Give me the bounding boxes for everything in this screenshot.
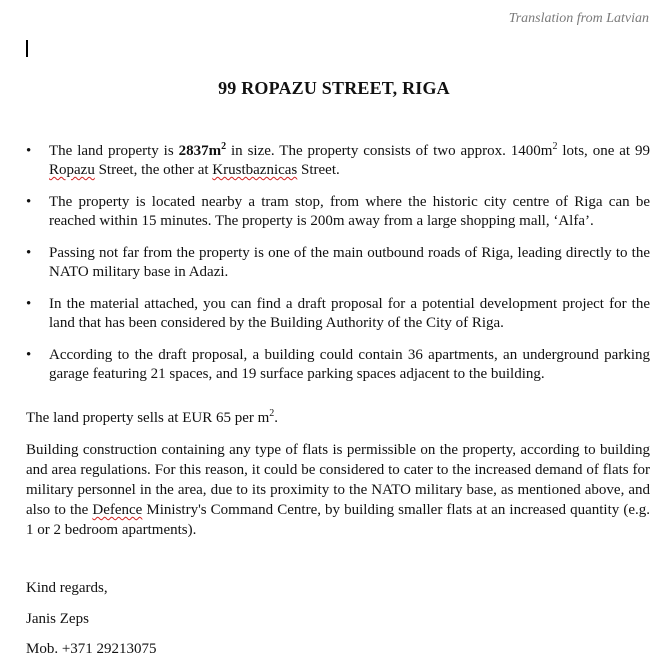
bullet-text: In the material attached, you can find a draft proposal for a potential development project for the land that has been considered by the Building Authority of the City of Riga. (49, 296, 650, 331)
bullet-text: The land property is (49, 143, 179, 159)
superscript: 2 (552, 141, 558, 152)
list-item (26, 244, 650, 282)
list-item (26, 193, 650, 231)
price-paragraph: The land property sells at EUR 65 per $m^2$. (26, 408, 279, 426)
bullet-text: in size. The property consists of two approx. 1400m (226, 143, 553, 159)
closing-line: Kind regards, (26, 580, 108, 596)
list-item (26, 142, 650, 180)
spellcheck-word: Ropazu (49, 162, 95, 178)
document-title: 99 ROPAZU STREET, RIGA (218, 78, 450, 98)
spellcheck-word: Defence (92, 502, 143, 518)
spellcheck-word: Krustbaznicas (212, 162, 298, 178)
text-cursor (26, 40, 28, 57)
bullet-text: lots, one at 99 (557, 143, 651, 159)
bullet-marker: • (26, 143, 32, 159)
bullet-text: Street, the other at (94, 162, 213, 178)
land-size-value: $2837m^2$ (178, 141, 227, 159)
property-bullet-list (26, 142, 650, 397)
list-item (26, 346, 650, 384)
bullet-marker: • (26, 194, 32, 210)
bullet-text: Passing not far from the property is one of the main outbound roads of Riga, leading directly to the NATO military base in Adazi. (49, 245, 650, 280)
bullet-text: According to the draft proposal, a building could contain 36 apartments, an underground parking garage featuring 21 spaces, and 19 surface parking spaces adjacent to the building. (49, 347, 650, 382)
mobile-number: Mob. +371 29213075 (26, 641, 157, 657)
bullet-marker: • (26, 296, 32, 312)
body-paragraph: Building construction containing any type of flats is permissible on the property, according to building and area regulations. For this reason, it could be considered to cater to the increased demand of flats for military personnel in the area, due to its proximity to the NATO military base, as mentioned above, and also to the Defence Ministry's Command Centre, by building smaller flats at an increased quantity (e.g. 1 or 2 bedroom apartments). (26, 442, 650, 538)
bullet-text: Street. (297, 162, 340, 178)
signer-name: Janis Zeps (26, 611, 89, 627)
list-item (26, 295, 650, 333)
translation-note: Translation from Latvian (508, 11, 649, 26)
bullet-text: The property is located nearby a tram stop, from where the historic city centre of Riga can be reached within 15 minutes. The property is 200m away from a large shopping mall, ‘Alfa’. (49, 194, 650, 229)
bullet-marker: • (26, 347, 32, 363)
bullet-marker: • (26, 245, 32, 261)
